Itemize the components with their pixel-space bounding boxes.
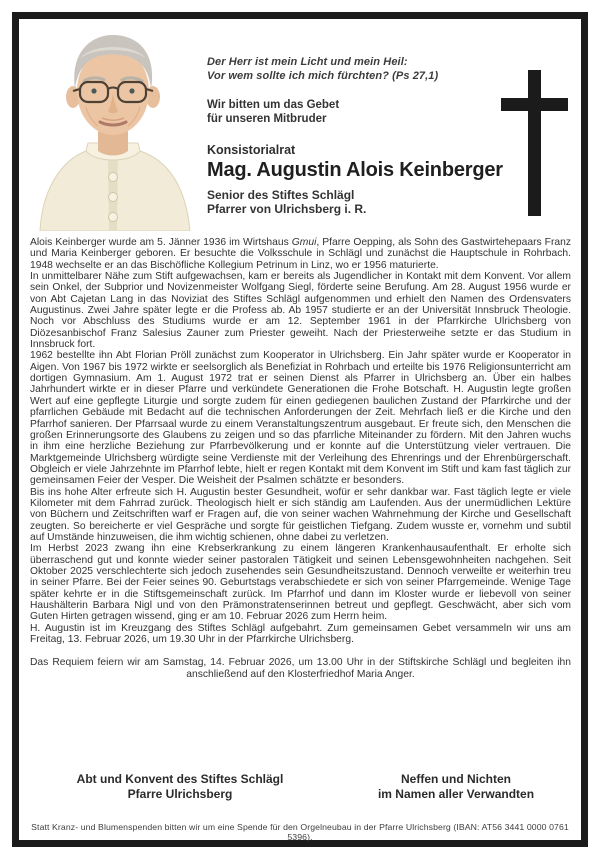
obituary-paragraph-vocation: In unmittelbarer Nähe zum Stift aufgewachsen, kam er bereits als Jugendlicher in Kontakt mit dem Konvent. Vor allem sein Onkel, der Subprior und Novizenmeister Wolfgang Siegl, förderte seine Berufung. Am 28. August 1956 wurde er von Abt Cajetan Lang in das Noviziat des Stiftes Schlägl aufgenommen und erhielt den Namen des Ordensvaters Augustinus. Zwei Jahre später legte er die Profess ab. Ab 1957 studierte er an der Universität Innsbruck Theologie. Noch vor Abschluss des Studiums wurde er am 12. September 1961 in der Pfarrkirche Ulrichsberg von Diözesanbischof Franz Salesius Zauner zum Priester geweiht. Nach der Priesterweihe setzte er das Studium in Innsbruck fort. xyxy=(30,271,571,351)
cross-horizontal-bar xyxy=(501,98,568,111)
deceased-title-line1: Senior des Stiftes Schlägl xyxy=(207,188,355,202)
deceased-name: Mag. Augustin Alois Keinberger xyxy=(207,159,503,181)
requiem-announcement: Das Requiem feiern wir am Samstag, 14. Februar 2026, um 13.00 Uhr in der Stiftskirche Schlägl und begleiten ihn anschließend auf den Klosterfriedhof Maria Anger. xyxy=(30,657,571,680)
signature-abbey xyxy=(30,772,330,801)
obituary-paragraph-birth xyxy=(30,237,571,271)
obituary-paragraph-ministry: 1962 bestellte ihn Abt Florian Pröll zunächst zum Kooperator in Ulrichsberg. Ein Jahr später wurde er Kooperator in Aigen. Von 1967 bis 1972 wirkte er seelsorglich als Benefiziat in Rohrbach und erteilte bis 1976 Religionsunterricht am dortigen Gymnasium. Am 1. August 1972 trat er seinen Dienst als Pfarrer in Ulrichsberg an. Über ein halbes Jahrhundert wirkte er in dieser Pfarre und verkündete Generationen die Frohe Botschaft. H. Augustin legte großen Wert auf eine gepflegte Liturgie und sorgte zudem für einen gediegenen baulichen Zustand der Pfarrkirche und der pfarrlichen Gebäude mit Bedacht auf die technischen Anforderungen der Zeit. Mehrfach ließ er die Kirche und den Pfarrhof sanieren. Der Pfarrsaal wurde zu einem Veranstaltungszentrum ausgebaut. Er freute sich, den Menschen die großen Erinnerungsorte des Glaubens zu zeigen und so das pfarrliche Miteinander zu fördern. Mit den Jahren wuchs in ihm eine herzliche Beziehung zur Pfarrbevölkerung und er konnte auf die Unterstützung vieler vertrauen. Die Marktgemeinde Ulrichsberg würdigte seine Verdienste mit der Verleihung des Ehrenrings und der Ehrenbürgerschaft. Obgleich er viele Jahrzehnte im Pfarrhof lebte, hielt er regen Kontakt mit dem Konvent im Stift und kam fast täglich zur gemeinsamen Feier der Vesper. Die Weisheit der Psalmen schätzte er besonders. xyxy=(30,350,571,487)
priest-portrait-illustration xyxy=(20,19,206,231)
signature-family-line1: Neffen und Nichten xyxy=(401,772,511,786)
psalm-quote xyxy=(207,56,507,83)
prayer-invitation xyxy=(207,99,507,126)
deceased-title-line2: Pfarrer von Ulrichsberg i. R. xyxy=(207,202,367,216)
memorial-cross-icon xyxy=(498,70,570,218)
psalm-quote-line2: Vor wem sollte ich mich fürchten? (Ps 27,1) xyxy=(207,69,439,82)
donation-note: Statt Kranz- und Blumenspenden bitten wir um eine Spende für den Orgelneubau in der Pfarre Ulrichsberg (IBAN: AT56 3441 0000 0761 5396). xyxy=(31,822,569,842)
signature-family-line2: im Namen aller Verwandten xyxy=(377,786,535,801)
prayer-invitation-line2: für unseren Mitbruder xyxy=(207,112,327,125)
signature-family xyxy=(341,772,571,801)
obituary-paragraph-health: Bis ins hohe Alter erfreute sich H. Augustin bester Gesundheit, wofür er sehr dankbar war. Fast täglich legte er viele Kilometer mit dem Fahrrad zurück. Theologisch hielt er sich ständig am Laufenden. Aus der unermüdlichen Lektüre von Büchern und Zeitschriften warf er Fragen auf, die von seiner wachen Wahrnehmung der Kirche und Gesellschaft zeugten. So bereicherte er viel Gespräche und sorgte für geistlichen Tiefgang. Zudem wusste er, vornehm und subtil auf Umstände hinzuweisen, die ihm wichtig schienen, ohne dabei zu verletzen. xyxy=(30,486,571,543)
cross-vertical-bar xyxy=(528,70,541,216)
obituary-p1-italic: Gmui xyxy=(291,237,317,248)
obituary-text xyxy=(30,237,571,680)
psalm-quote-line1: Der Herr ist mein Licht und mein Heil: xyxy=(207,56,408,68)
prayer-invitation-line1: Wir bitten um das Gebet xyxy=(207,99,340,111)
deceased-titles xyxy=(207,188,507,216)
clerical-rank: Konsistorialrat xyxy=(207,143,296,157)
portrait-photo xyxy=(20,19,206,231)
obituary-p1-post: , Pfarre Oepping, als Sohn des Gastwirtehepaars Franz und Maria Keinberger geboren. Er besuchte die Volksschule in Schlägl und zunächst die Hauptschule in Rohrbach. 1948 wechselte er an das Bischöfliche Kollegium Petrinum in Linz, wo er 1956 maturierte. xyxy=(30,237,572,271)
signature-abbey-line1: Abt und Konvent des Stiftes Schlägl xyxy=(76,772,284,786)
header-block xyxy=(207,56,507,216)
obituary-paragraph-illness: Im Herbst 2023 zwang ihn eine Krebserkrankung zu einem längeren Krankenhausaufenthalt. Er erholte sich überraschend gut und konnte wieder seiner pastoralen Tätigkeit und seinen Lebensgewohnheiten nachgehen. Seit Oktober 2025 verschlechterte sich jedoch zusehendes sein Gesundheitszustand. Dennoch verweilte er weiterhin treu in seiner Pfarre. Bei der Feier seines 90. Geburtstags verabschiedete er sich von seiner Pfarrgemeinde. Wenige Tage später kehrte er in die Stiftsgemeinschaft zurück. Im Pfarrhof und dann im Kloster wurde er liebevoll von seiner Haushälterin Barbara Nigl und von den Prämonstratenserinnen betreut und gepflegt. Geschwächt, aber sich vom Guten Hirten getragen wissend, ging er am 10. Februar 2026 zum Herrn heim. xyxy=(30,543,571,623)
signature-abbey-line2: Pfarre Ulrichsberg xyxy=(127,786,233,801)
obituary-p1-pre: Alois Keinberger wurde am 5. Jänner 1936 im Wirtshaus xyxy=(30,237,292,248)
mourners-signatures xyxy=(30,772,571,801)
obituary-paragraph-laying-out: H. Augustin ist im Kreuzgang des Stiftes Schlägl aufgebahrt. Zum gemeinsamen Gebet versammeln wir uns am Freitag, 13. Februar 2026, um 19.30 Uhr in der Pfarrkirche Ulrichsberg. xyxy=(30,622,571,646)
